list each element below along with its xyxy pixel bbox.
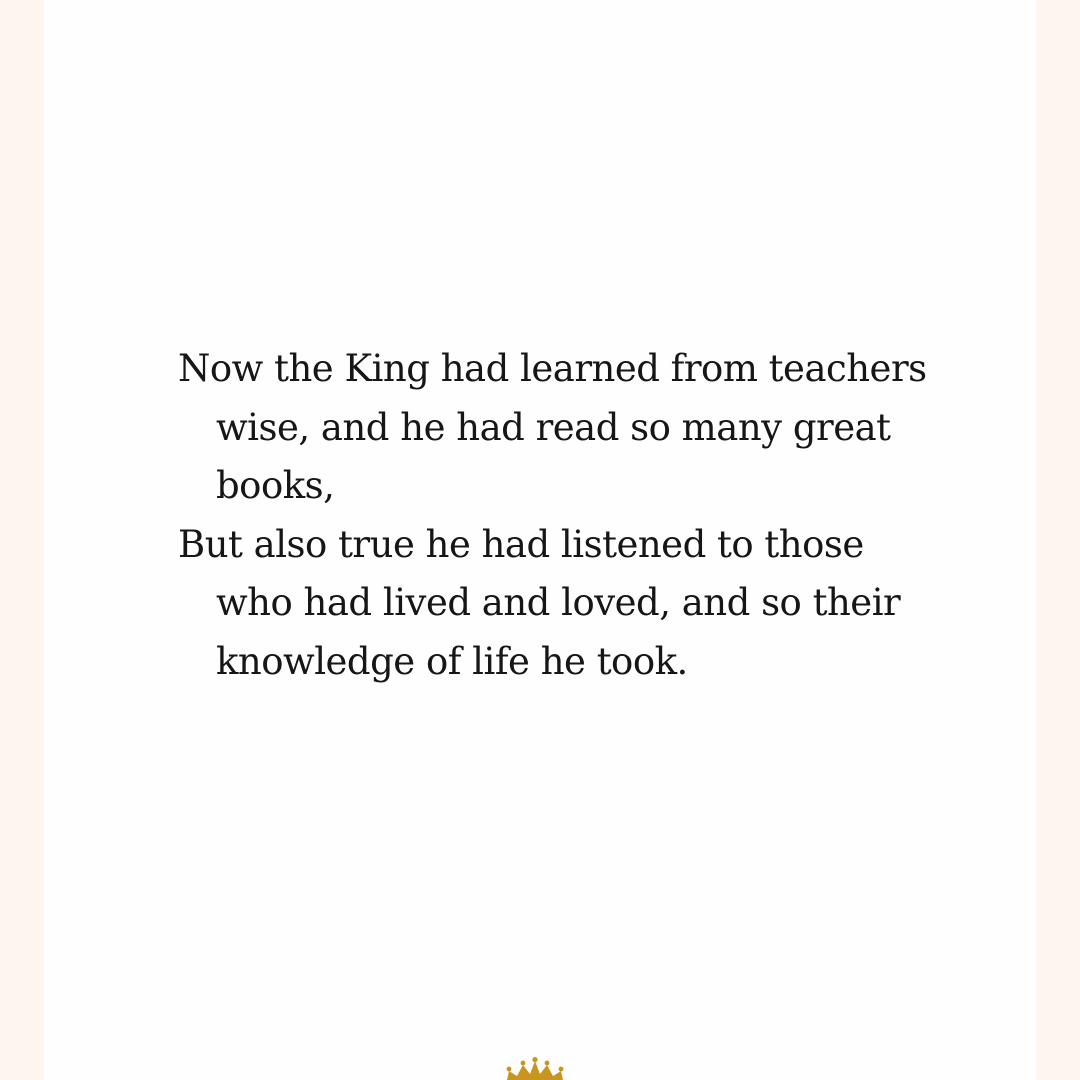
verse-stanza-2: But also true he had listened to those who had lived and loved, and so their knowledge of life he took. (178, 522, 901, 683)
verse-stanza-1: Now the King had learned from teachers wise, and he had read so many great books, (178, 347, 927, 507)
crown-icon (503, 1057, 567, 1080)
verse-text (178, 340, 938, 691)
